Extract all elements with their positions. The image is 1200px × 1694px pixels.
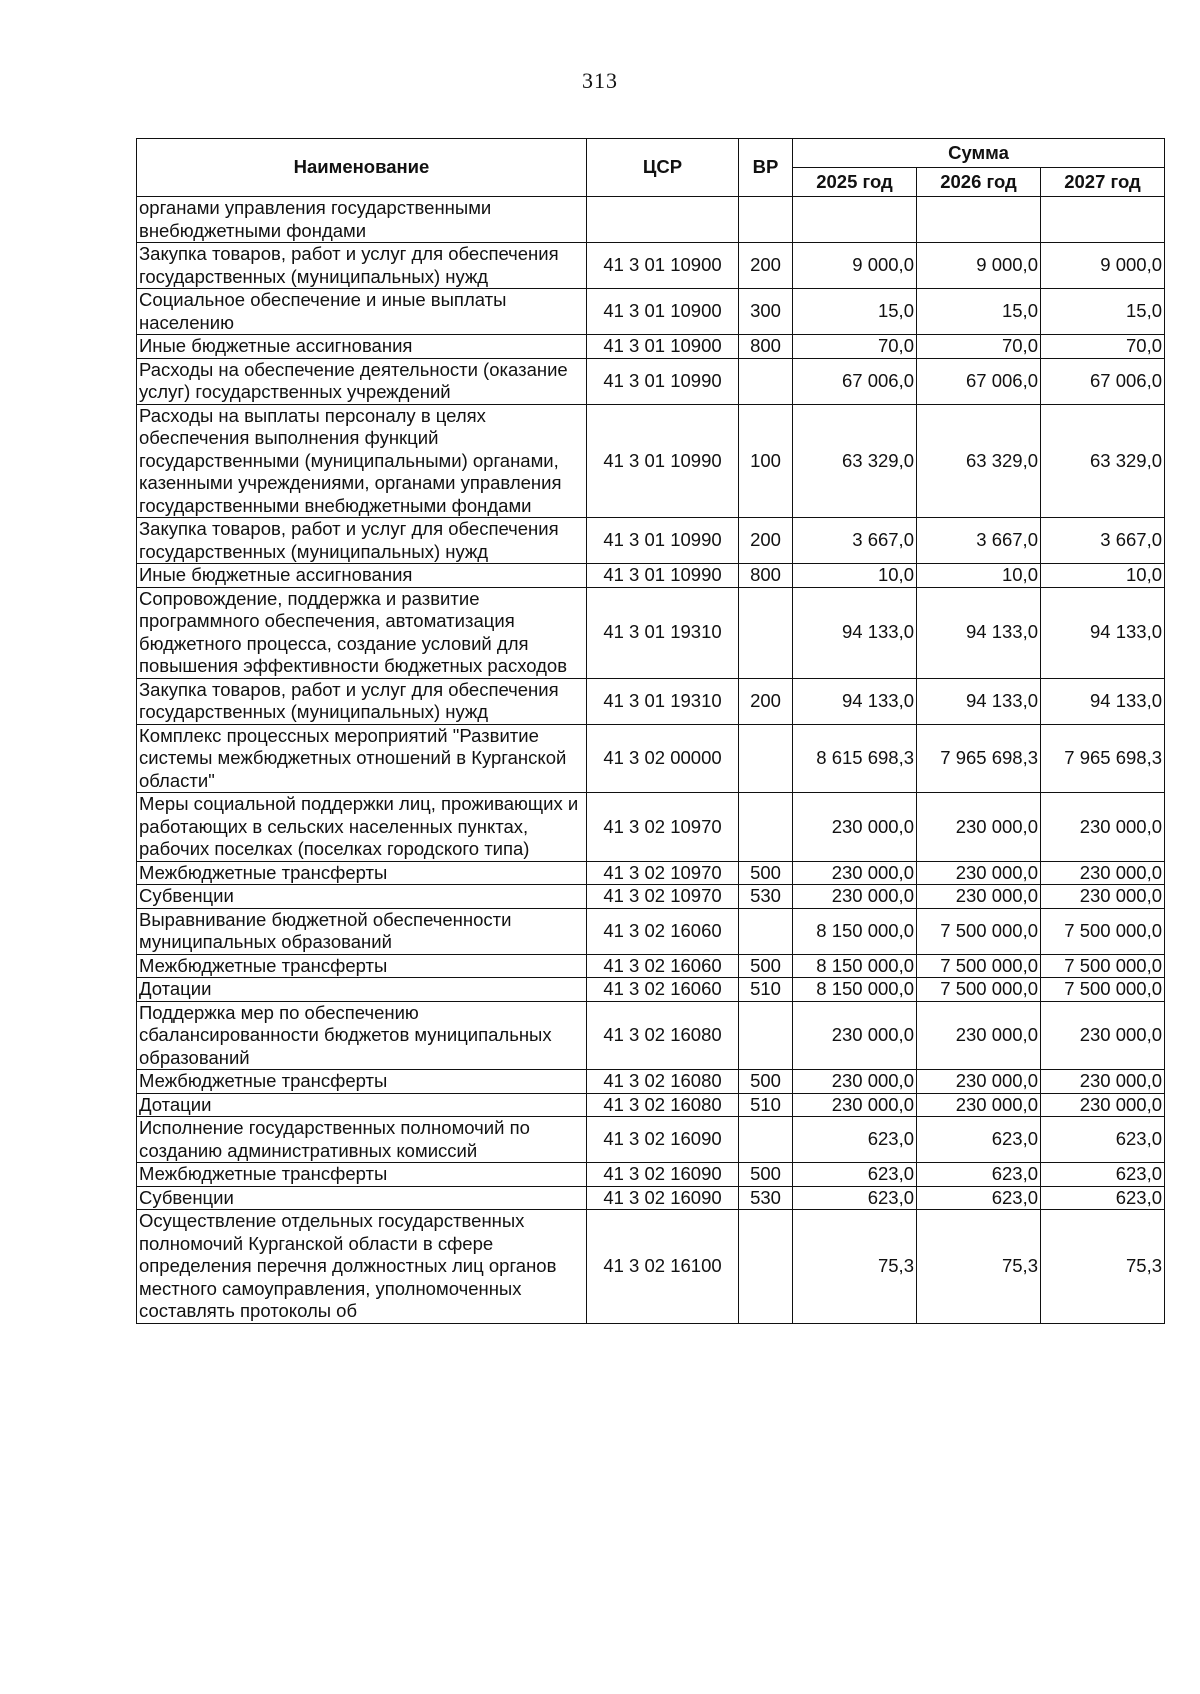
- row-value-2027: 7 500 000,0: [1041, 908, 1165, 954]
- row-csr: 41 3 02 16090: [587, 1186, 739, 1210]
- row-value-2025: 67 006,0: [793, 358, 917, 404]
- row-value-2027: 230 000,0: [1041, 1070, 1165, 1094]
- row-value-2025: 623,0: [793, 1186, 917, 1210]
- table-row: [137, 1163, 1165, 1187]
- row-value-2025: 94 133,0: [793, 678, 917, 724]
- row-csr: [587, 197, 739, 243]
- row-value-2025: 8 150 000,0: [793, 978, 917, 1002]
- row-value-2025: 623,0: [793, 1117, 917, 1163]
- table-row: [137, 908, 1165, 954]
- row-value-2025: 230 000,0: [793, 885, 917, 909]
- row-name: Иные бюджетные ассигнования: [137, 335, 587, 359]
- row-value-2025: 94 133,0: [793, 587, 917, 678]
- row-name: Комплекс процессных мероприятий "Развитие системы межбюджетных отношений в Курганской области": [137, 724, 587, 793]
- row-vr: [739, 908, 793, 954]
- header-year-2025: 2025 год: [793, 168, 917, 197]
- table-row: [137, 861, 1165, 885]
- row-value-2025: 230 000,0: [793, 861, 917, 885]
- row-name: Межбюджетные трансферты: [137, 1070, 587, 1094]
- table-row: [137, 564, 1165, 588]
- row-name: Осуществление отдельных государственных полномочий Курганской области в сфере определения перечня должностных лиц органов местного самоуправления, уполномоченных составлять протоколы об: [137, 1210, 587, 1324]
- row-vr: [739, 197, 793, 243]
- row-csr: 41 3 02 16090: [587, 1117, 739, 1163]
- row-value-2025: 230 000,0: [793, 1093, 917, 1117]
- header-sum: Сумма: [793, 139, 1165, 168]
- row-csr: 41 3 02 10970: [587, 793, 739, 862]
- row-vr: 200: [739, 678, 793, 724]
- row-value-2026: 230 000,0: [917, 885, 1041, 909]
- row-vr: 300: [739, 289, 793, 335]
- budget-table: [136, 138, 1165, 1324]
- row-value-2026: 9 000,0: [917, 243, 1041, 289]
- row-value-2026: 94 133,0: [917, 587, 1041, 678]
- row-value-2026: 230 000,0: [917, 793, 1041, 862]
- row-value-2026: 63 329,0: [917, 404, 1041, 518]
- row-csr: 41 3 02 00000: [587, 724, 739, 793]
- row-name: Межбюджетные трансферты: [137, 861, 587, 885]
- row-vr: 200: [739, 518, 793, 564]
- row-vr: [739, 358, 793, 404]
- table-row: [137, 1117, 1165, 1163]
- row-value-2026: 623,0: [917, 1117, 1041, 1163]
- row-vr: [739, 724, 793, 793]
- row-value-2026: [917, 197, 1041, 243]
- row-csr: 41 3 01 10990: [587, 404, 739, 518]
- row-value-2026: 230 000,0: [917, 861, 1041, 885]
- header-year-2027: 2027 год: [1041, 168, 1165, 197]
- row-value-2027: 623,0: [1041, 1186, 1165, 1210]
- row-name: Межбюджетные трансферты: [137, 954, 587, 978]
- row-value-2027: 230 000,0: [1041, 1093, 1165, 1117]
- row-value-2025: 3 667,0: [793, 518, 917, 564]
- row-value-2027: 623,0: [1041, 1163, 1165, 1187]
- row-vr: [739, 1117, 793, 1163]
- row-vr: [739, 1210, 793, 1324]
- row-value-2025: 10,0: [793, 564, 917, 588]
- row-name: Субвенции: [137, 1186, 587, 1210]
- row-value-2026: 75,3: [917, 1210, 1041, 1324]
- row-csr: 41 3 02 16090: [587, 1163, 739, 1187]
- header-name: Наименование: [137, 139, 587, 197]
- row-vr: 510: [739, 1093, 793, 1117]
- row-value-2027: 7 500 000,0: [1041, 978, 1165, 1002]
- row-name: Дотации: [137, 1093, 587, 1117]
- row-name: Межбюджетные трансферты: [137, 1163, 587, 1187]
- table-row: [137, 1093, 1165, 1117]
- row-value-2027: 7 965 698,3: [1041, 724, 1165, 793]
- row-value-2026: 7 500 000,0: [917, 908, 1041, 954]
- row-csr: 41 3 01 10990: [587, 518, 739, 564]
- row-vr: 500: [739, 861, 793, 885]
- row-name: Иные бюджетные ассигнования: [137, 564, 587, 588]
- row-value-2027: 70,0: [1041, 335, 1165, 359]
- row-name: Сопровождение, поддержка и развитие программного обеспечения, автоматизация бюджетного процесса, создание условий для повышения эффективности бюджетных расходов: [137, 587, 587, 678]
- row-vr: [739, 1001, 793, 1070]
- row-value-2027: 230 000,0: [1041, 861, 1165, 885]
- row-value-2026: 7 500 000,0: [917, 954, 1041, 978]
- row-csr: 41 3 01 10900: [587, 243, 739, 289]
- row-csr: 41 3 02 16080: [587, 1070, 739, 1094]
- row-value-2027: 230 000,0: [1041, 1001, 1165, 1070]
- row-value-2025: 75,3: [793, 1210, 917, 1324]
- row-value-2027: 15,0: [1041, 289, 1165, 335]
- row-name: Расходы на выплаты персоналу в целях обеспечения выполнения функций государственными (муниципальными) органами, казенными учреждениями, органами управления государственными внебюджетными фондами: [137, 404, 587, 518]
- row-value-2025: 8 150 000,0: [793, 954, 917, 978]
- row-csr: 41 3 02 16060: [587, 908, 739, 954]
- row-csr: 41 3 02 16060: [587, 978, 739, 1002]
- row-value-2025: 15,0: [793, 289, 917, 335]
- table-row: [137, 1186, 1165, 1210]
- row-vr: 530: [739, 885, 793, 909]
- row-value-2027: 230 000,0: [1041, 885, 1165, 909]
- page-number: 313: [582, 68, 618, 93]
- table-row: [137, 954, 1165, 978]
- row-name: Выравнивание бюджетной обеспеченности муниципальных образований: [137, 908, 587, 954]
- table-row: [137, 358, 1165, 404]
- row-value-2027: 7 500 000,0: [1041, 954, 1165, 978]
- row-value-2026: 94 133,0: [917, 678, 1041, 724]
- row-value-2025: 70,0: [793, 335, 917, 359]
- row-vr: 100: [739, 404, 793, 518]
- table-row: [137, 1210, 1165, 1324]
- table-row: [137, 289, 1165, 335]
- row-value-2026: 7 500 000,0: [917, 978, 1041, 1002]
- row-value-2025: 8 150 000,0: [793, 908, 917, 954]
- row-value-2027: 230 000,0: [1041, 793, 1165, 862]
- header-vr: ВР: [739, 139, 793, 197]
- row-csr: 41 3 01 10990: [587, 564, 739, 588]
- row-vr: 500: [739, 1070, 793, 1094]
- row-value-2026: 7 965 698,3: [917, 724, 1041, 793]
- row-value-2027: 63 329,0: [1041, 404, 1165, 518]
- row-value-2027: 10,0: [1041, 564, 1165, 588]
- header-csr: ЦСР: [587, 139, 739, 197]
- row-csr: 41 3 01 10990: [587, 358, 739, 404]
- row-vr: 530: [739, 1186, 793, 1210]
- table-row: [137, 518, 1165, 564]
- row-vr: 800: [739, 335, 793, 359]
- row-name: Исполнение государственных полномочий по созданию административных комиссий: [137, 1117, 587, 1163]
- row-name: Меры социальной поддержки лиц, проживающих и работающих в сельских населенных пунктах, рабочих поселках (поселках городского типа): [137, 793, 587, 862]
- row-value-2025: 230 000,0: [793, 1001, 917, 1070]
- row-name: Дотации: [137, 978, 587, 1002]
- row-value-2027: 3 667,0: [1041, 518, 1165, 564]
- row-vr: 500: [739, 954, 793, 978]
- row-csr: 41 3 01 19310: [587, 587, 739, 678]
- row-value-2027: 9 000,0: [1041, 243, 1165, 289]
- row-value-2027: 94 133,0: [1041, 678, 1165, 724]
- table-body: [137, 197, 1165, 1324]
- row-value-2026: 230 000,0: [917, 1001, 1041, 1070]
- row-vr: 510: [739, 978, 793, 1002]
- row-name: Закупка товаров, работ и услуг для обеспечения государственных (муниципальных) нужд: [137, 678, 587, 724]
- row-csr: 41 3 01 19310: [587, 678, 739, 724]
- row-value-2025: 230 000,0: [793, 1070, 917, 1094]
- row-csr: 41 3 02 16100: [587, 1210, 739, 1324]
- row-value-2025: 63 329,0: [793, 404, 917, 518]
- row-name: Социальное обеспечение и иные выплаты населению: [137, 289, 587, 335]
- row-value-2027: 94 133,0: [1041, 587, 1165, 678]
- row-value-2026: 230 000,0: [917, 1070, 1041, 1094]
- row-csr: 41 3 02 10970: [587, 861, 739, 885]
- row-vr: [739, 587, 793, 678]
- table-row: [137, 404, 1165, 518]
- row-vr: 200: [739, 243, 793, 289]
- table-row: [137, 335, 1165, 359]
- row-value-2025: [793, 197, 917, 243]
- row-value-2025: 8 615 698,3: [793, 724, 917, 793]
- table-header-row: [137, 139, 1165, 168]
- row-value-2027: 67 006,0: [1041, 358, 1165, 404]
- row-value-2027: [1041, 197, 1165, 243]
- row-value-2026: 230 000,0: [917, 1093, 1041, 1117]
- row-csr: 41 3 01 10900: [587, 289, 739, 335]
- row-value-2025: 230 000,0: [793, 793, 917, 862]
- row-value-2027: 623,0: [1041, 1117, 1165, 1163]
- row-name: Поддержка мер по обеспечению сбалансированности бюджетов муниципальных образований: [137, 1001, 587, 1070]
- row-csr: 41 3 02 16060: [587, 954, 739, 978]
- table-row: [137, 243, 1165, 289]
- row-value-2026: 70,0: [917, 335, 1041, 359]
- table-row: [137, 724, 1165, 793]
- row-value-2025: 9 000,0: [793, 243, 917, 289]
- header-year-2026: 2026 год: [917, 168, 1041, 197]
- row-csr: 41 3 01 10900: [587, 335, 739, 359]
- row-vr: 500: [739, 1163, 793, 1187]
- table-row: [137, 978, 1165, 1002]
- row-csr: 41 3 02 16080: [587, 1093, 739, 1117]
- row-value-2026: 623,0: [917, 1163, 1041, 1187]
- row-name: Закупка товаров, работ и услуг для обеспечения государственных (муниципальных) нужд: [137, 243, 587, 289]
- table-row: [137, 1001, 1165, 1070]
- row-value-2027: 75,3: [1041, 1210, 1165, 1324]
- row-name: Субвенции: [137, 885, 587, 909]
- row-vr: [739, 793, 793, 862]
- row-name: Расходы на обеспечение деятельности (оказание услуг) государственных учреждений: [137, 358, 587, 404]
- row-value-2026: 67 006,0: [917, 358, 1041, 404]
- row-value-2026: 3 667,0: [917, 518, 1041, 564]
- row-vr: 800: [739, 564, 793, 588]
- table-row: [137, 587, 1165, 678]
- table-row: [137, 885, 1165, 909]
- table-row: [137, 678, 1165, 724]
- table-row: [137, 197, 1165, 243]
- row-name: Закупка товаров, работ и услуг для обеспечения государственных (муниципальных) нужд: [137, 518, 587, 564]
- row-value-2025: 623,0: [793, 1163, 917, 1187]
- row-csr: 41 3 02 16080: [587, 1001, 739, 1070]
- row-name: органами управления государственными внебюджетными фондами: [137, 197, 587, 243]
- table-row: [137, 1070, 1165, 1094]
- row-value-2026: 10,0: [917, 564, 1041, 588]
- table-row: [137, 793, 1165, 862]
- row-csr: 41 3 02 10970: [587, 885, 739, 909]
- row-value-2026: 623,0: [917, 1186, 1041, 1210]
- row-value-2026: 15,0: [917, 289, 1041, 335]
